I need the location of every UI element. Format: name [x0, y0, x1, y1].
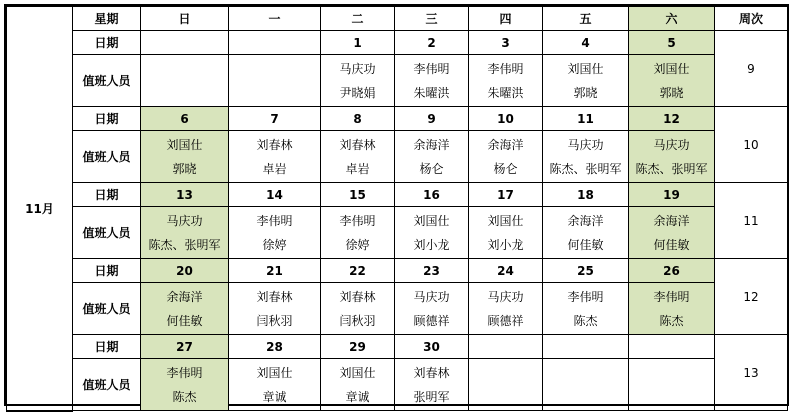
staff-cell-fri [543, 359, 629, 411]
secondary-staff-names: 朱曜洪 [413, 85, 450, 100]
primary-staff-name: 刘国仕 [567, 61, 604, 76]
date-row [7, 107, 788, 131]
secondary-staff-names: 何佳敏 [653, 237, 690, 252]
staff-cell-mon [229, 283, 321, 335]
secondary-staff-names [469, 385, 542, 409]
staff-cell-mon [229, 359, 321, 411]
staff-row [7, 283, 788, 335]
staff-row [7, 207, 788, 259]
date-row [7, 335, 788, 359]
primary-staff-name: 刘国仕 [653, 61, 690, 76]
date-cell-thu: 17 [469, 183, 543, 207]
date-cell-mon: 7 [229, 107, 321, 131]
primary-staff-name: 李伟明 [413, 61, 450, 76]
date-cell-sun: 27 [141, 335, 229, 359]
weekday-thu: 四 [469, 7, 543, 31]
secondary-staff-names: 刘小龙 [413, 237, 450, 252]
secondary-staff-names: 郭晓 [659, 85, 684, 100]
secondary-staff-names [543, 385, 628, 409]
date-cell-wed: 23 [395, 259, 469, 283]
staff-cell-fri [543, 55, 629, 107]
date-row-label: 日期 [73, 107, 141, 131]
date-row-label: 日期 [73, 259, 141, 283]
staff-cell-thu [469, 131, 543, 183]
staff-cell-sat [629, 359, 715, 411]
primary-staff-name: 余海洋 [413, 137, 450, 152]
primary-staff-name: 李伟明 [256, 213, 293, 228]
date-row-label: 日期 [73, 31, 141, 55]
date-cell-wed: 2 [395, 31, 469, 55]
staff-cell-sun [141, 207, 229, 259]
secondary-staff-names [141, 81, 228, 105]
secondary-staff-names: 陈杰、张明军 [635, 161, 708, 176]
staff-cell-mon [229, 131, 321, 183]
staff-cell-tue [321, 359, 395, 411]
date-cell-wed: 16 [395, 183, 469, 207]
staff-cell-fri [543, 207, 629, 259]
primary-staff-name [629, 361, 714, 385]
primary-staff-name: 李伟明 [487, 61, 524, 76]
weekday-sat: 六 [629, 7, 715, 31]
date-cell-sat: 5 [629, 31, 715, 55]
week-number: 9 [715, 31, 788, 107]
staff-cell-sat [629, 207, 715, 259]
primary-staff-name: 刘国仕 [256, 365, 293, 380]
staff-cell-wed [395, 131, 469, 183]
date-cell-fri: 25 [543, 259, 629, 283]
date-cell-wed: 9 [395, 107, 469, 131]
primary-staff-name: 刘春林 [339, 289, 376, 304]
date-cell-thu [469, 335, 543, 359]
staff-cell-sun [141, 55, 229, 107]
primary-staff-name: 马庆功 [339, 61, 376, 76]
primary-staff-name: 刘春林 [413, 365, 450, 380]
date-cell-thu: 3 [469, 31, 543, 55]
date-row-label: 日期 [73, 335, 141, 359]
secondary-staff-names [229, 81, 320, 105]
week-number-header: 周次 [715, 7, 788, 31]
staff-cell-fri [543, 283, 629, 335]
secondary-staff-names: 章诚 [262, 389, 287, 404]
staff-cell-mon [229, 207, 321, 259]
date-cell-thu: 10 [469, 107, 543, 131]
primary-staff-name: 余海洋 [487, 137, 524, 152]
date-row [7, 259, 788, 283]
secondary-staff-names: 卓岩 [262, 161, 287, 176]
secondary-staff-names: 郭晓 [573, 85, 598, 100]
weekday-wed: 三 [395, 7, 469, 31]
date-cell-tue: 29 [321, 335, 395, 359]
staff-cell-sun [141, 283, 229, 335]
secondary-staff-names: 卓岩 [345, 161, 370, 176]
date-cell-mon: 21 [229, 259, 321, 283]
weekday-header-label: 星期 [73, 7, 141, 31]
staff-row-label: 值班人员 [73, 131, 141, 183]
secondary-staff-names [629, 385, 714, 409]
staff-cell-wed [395, 283, 469, 335]
date-row [7, 31, 788, 55]
date-row [7, 183, 788, 207]
secondary-staff-names: 杨仑 [493, 161, 518, 176]
date-cell-wed: 30 [395, 335, 469, 359]
secondary-staff-names: 朱曜洪 [487, 85, 524, 100]
staff-row [7, 131, 788, 183]
staff-cell-sat [629, 283, 715, 335]
date-cell-sat: 19 [629, 183, 715, 207]
secondary-staff-names: 陈杰 [573, 313, 598, 328]
staff-row-label: 值班人员 [73, 207, 141, 259]
staff-cell-wed [395, 359, 469, 411]
weekday-tue: 二 [321, 7, 395, 31]
staff-cell-thu [469, 207, 543, 259]
staff-cell-tue [321, 283, 395, 335]
secondary-staff-names: 徐婷 [262, 237, 287, 252]
primary-staff-name [543, 361, 628, 385]
date-cell-sun [141, 31, 229, 55]
staff-cell-tue [321, 131, 395, 183]
secondary-staff-names: 何佳敏 [166, 313, 203, 328]
primary-staff-name: 马庆功 [653, 137, 690, 152]
staff-cell-sat [629, 131, 715, 183]
secondary-staff-names: 陈杰、张明军 [549, 161, 622, 176]
staff-cell-sat [629, 55, 715, 107]
date-cell-sat: 26 [629, 259, 715, 283]
primary-staff-name: 刘春林 [256, 137, 293, 152]
primary-staff-name: 刘国仕 [487, 213, 524, 228]
week-number: 13 [715, 335, 788, 411]
primary-staff-name: 刘春林 [339, 137, 376, 152]
secondary-staff-names: 闫秋羽 [339, 313, 376, 328]
date-cell-sat: 12 [629, 107, 715, 131]
secondary-staff-names: 陈杰 [172, 389, 197, 404]
staff-cell-thu [469, 55, 543, 107]
date-cell-mon: 28 [229, 335, 321, 359]
staff-cell-tue [321, 207, 395, 259]
secondary-staff-names: 张明军 [413, 389, 450, 404]
weekday-fri: 五 [543, 7, 629, 31]
date-cell-tue: 1 [321, 31, 395, 55]
secondary-staff-names: 陈杰、张明军 [148, 237, 221, 252]
secondary-staff-names: 顾德祥 [413, 313, 450, 328]
secondary-staff-names: 陈杰 [659, 313, 684, 328]
primary-staff-name: 余海洋 [166, 289, 203, 304]
primary-staff-name: 李伟明 [653, 289, 690, 304]
primary-staff-name: 李伟明 [166, 365, 203, 380]
weekday-sun: 日 [141, 7, 229, 31]
date-cell-sat [629, 335, 715, 359]
weekday-mon: 一 [229, 7, 321, 31]
staff-row [7, 55, 788, 107]
month-label: 11月 [7, 7, 73, 411]
primary-staff-name: 马庆功 [413, 289, 450, 304]
date-cell-mon: 14 [229, 183, 321, 207]
week-number: 10 [715, 107, 788, 183]
primary-staff-name: 李伟明 [567, 289, 604, 304]
date-cell-sun: 6 [141, 107, 229, 131]
date-cell-fri: 4 [543, 31, 629, 55]
secondary-staff-names: 闫秋羽 [256, 313, 293, 328]
staff-cell-sun [141, 131, 229, 183]
primary-staff-name: 余海洋 [567, 213, 604, 228]
staff-row-label: 值班人员 [73, 283, 141, 335]
primary-staff-name: 马庆功 [487, 289, 524, 304]
staff-cell-tue [321, 55, 395, 107]
secondary-staff-names: 何佳敏 [567, 237, 604, 252]
date-cell-thu: 24 [469, 259, 543, 283]
primary-staff-name [229, 57, 320, 81]
primary-staff-name: 马庆功 [166, 213, 203, 228]
date-cell-tue: 15 [321, 183, 395, 207]
secondary-staff-names: 徐婷 [345, 237, 370, 252]
primary-staff-name [469, 361, 542, 385]
date-row-label: 日期 [73, 183, 141, 207]
staff-cell-mon [229, 55, 321, 107]
secondary-staff-names: 刘小龙 [487, 237, 524, 252]
date-cell-fri [543, 335, 629, 359]
staff-cell-sun [141, 359, 229, 411]
staff-cell-thu [469, 283, 543, 335]
secondary-staff-names: 章诚 [345, 389, 370, 404]
primary-staff-name: 刘国仕 [413, 213, 450, 228]
date-cell-sun: 20 [141, 259, 229, 283]
date-cell-fri: 18 [543, 183, 629, 207]
staff-cell-wed [395, 207, 469, 259]
primary-staff-name: 刘国仕 [339, 365, 376, 380]
week-number: 12 [715, 259, 788, 335]
primary-staff-name: 刘国仕 [166, 137, 203, 152]
duty-schedule-sheet [4, 4, 789, 406]
staff-cell-wed [395, 55, 469, 107]
secondary-staff-names: 杨仑 [419, 161, 444, 176]
primary-staff-name: 刘春林 [256, 289, 293, 304]
staff-row-label: 值班人员 [73, 55, 141, 107]
primary-staff-name [141, 57, 228, 81]
staff-cell-fri [543, 131, 629, 183]
primary-staff-name: 李伟明 [339, 213, 376, 228]
date-cell-tue: 8 [321, 107, 395, 131]
date-cell-fri: 11 [543, 107, 629, 131]
secondary-staff-names: 尹晓娟 [339, 85, 376, 100]
date-cell-mon [229, 31, 321, 55]
staff-row [7, 359, 788, 411]
duty-calendar-table [6, 6, 788, 412]
date-cell-sun: 13 [141, 183, 229, 207]
week-number: 11 [715, 183, 788, 259]
primary-staff-name: 马庆功 [567, 137, 604, 152]
secondary-staff-names: 郭晓 [172, 161, 197, 176]
date-cell-tue: 22 [321, 259, 395, 283]
calendar-body [7, 7, 788, 411]
staff-row-label: 值班人员 [73, 359, 141, 411]
secondary-staff-names: 顾德祥 [487, 313, 524, 328]
staff-cell-thu [469, 359, 543, 411]
primary-staff-name: 余海洋 [653, 213, 690, 228]
header-row [7, 7, 788, 31]
